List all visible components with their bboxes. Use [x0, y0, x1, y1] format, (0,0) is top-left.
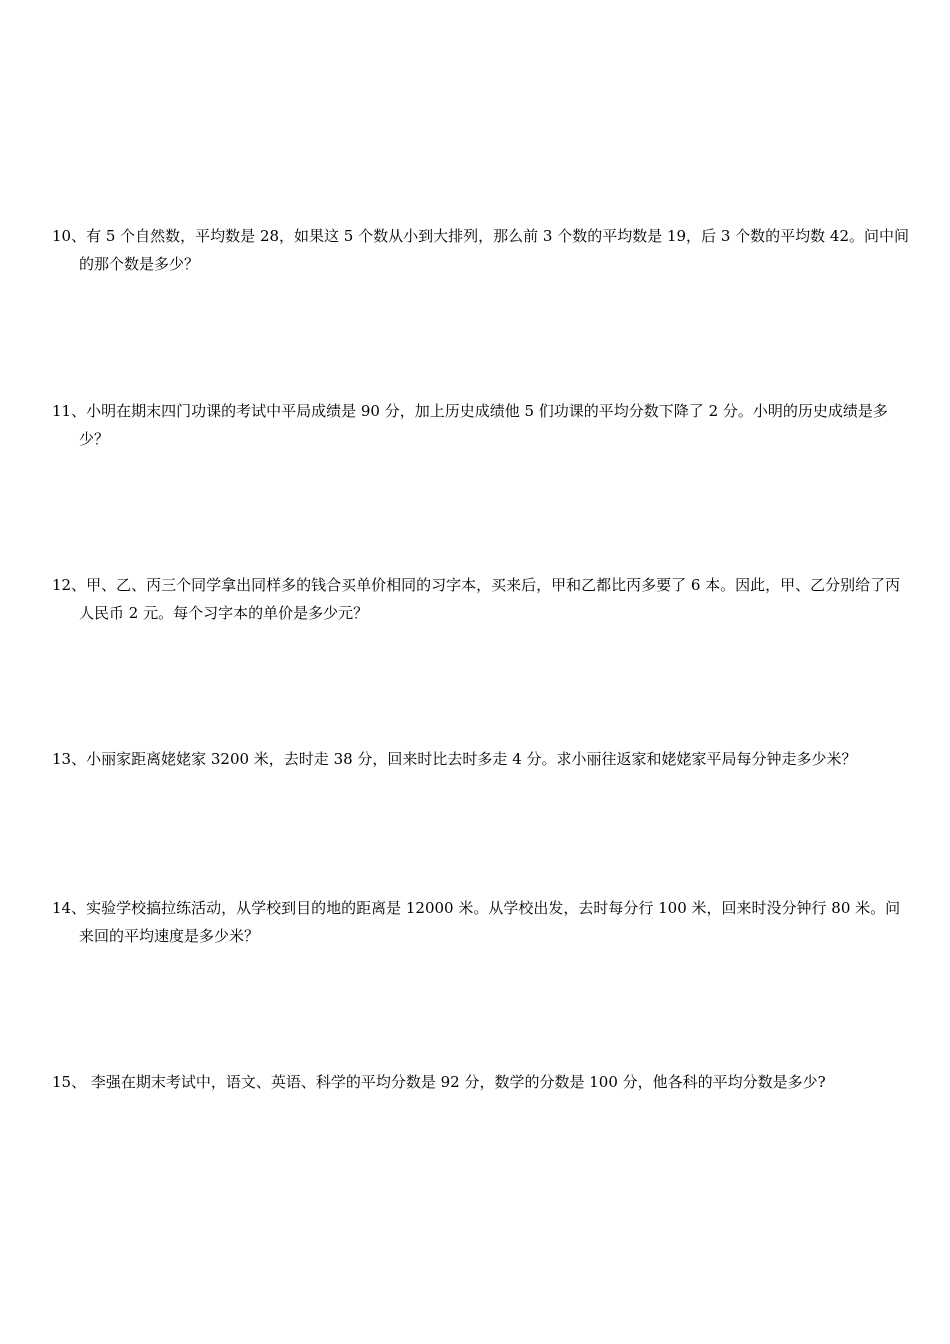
question-number: 14、: [52, 899, 87, 917]
question-14: [52, 894, 910, 950]
question-text: 小丽家距离姥姥家 3200 米，去时走 38 分，回来时比去时多走 4 分。求小丽往返家和姥姥家平局每分钟走多少米？: [86, 750, 857, 768]
question-number: 12、: [52, 576, 87, 594]
question-text: 小明在期末四门功课的考试中平局成绩是 90 分，加上历史成绩他 5 们功课的平均分数下降了 2 分。小明的历史成绩是多少？: [79, 402, 888, 448]
question-text: 实验学校搞拉练活动，从学校到目的地的距离是 12000 米。从学校出发，去时每分行 100 米，回来时没分钟行 80 米。问来回的平均速度是多少米？: [79, 899, 901, 945]
question-number: 11、: [52, 402, 87, 420]
question-12: [52, 571, 910, 627]
question-text: 有 5 个自然数，平均数是 28，如果这 5 个数从小到大排列，那么前 3 个数的平均数是 19，后 3 个数的平均数 42。问中间的那个数是多少？: [79, 227, 909, 273]
question-11: [52, 397, 910, 453]
question-13: [52, 745, 910, 773]
question-text: 李强在期末考试中，语文、英语、科学的平均分数是 92 分，数学的分数是 100 分，他各科的平均分数是多少?: [86, 1073, 826, 1091]
question-text: 甲、乙、丙三个同学拿出同样多的钱合买单价相同的习字本，买来后，甲和乙都比丙多要了 6 本。因此，甲、乙分别给了丙人民币 2 元。每个习字本的单价是多少元？: [79, 576, 901, 622]
question-number: 13、: [52, 750, 87, 768]
question-15: [52, 1068, 910, 1096]
question-10: [52, 222, 910, 278]
question-number: 10、: [52, 227, 87, 245]
question-number: 15、: [52, 1073, 87, 1091]
